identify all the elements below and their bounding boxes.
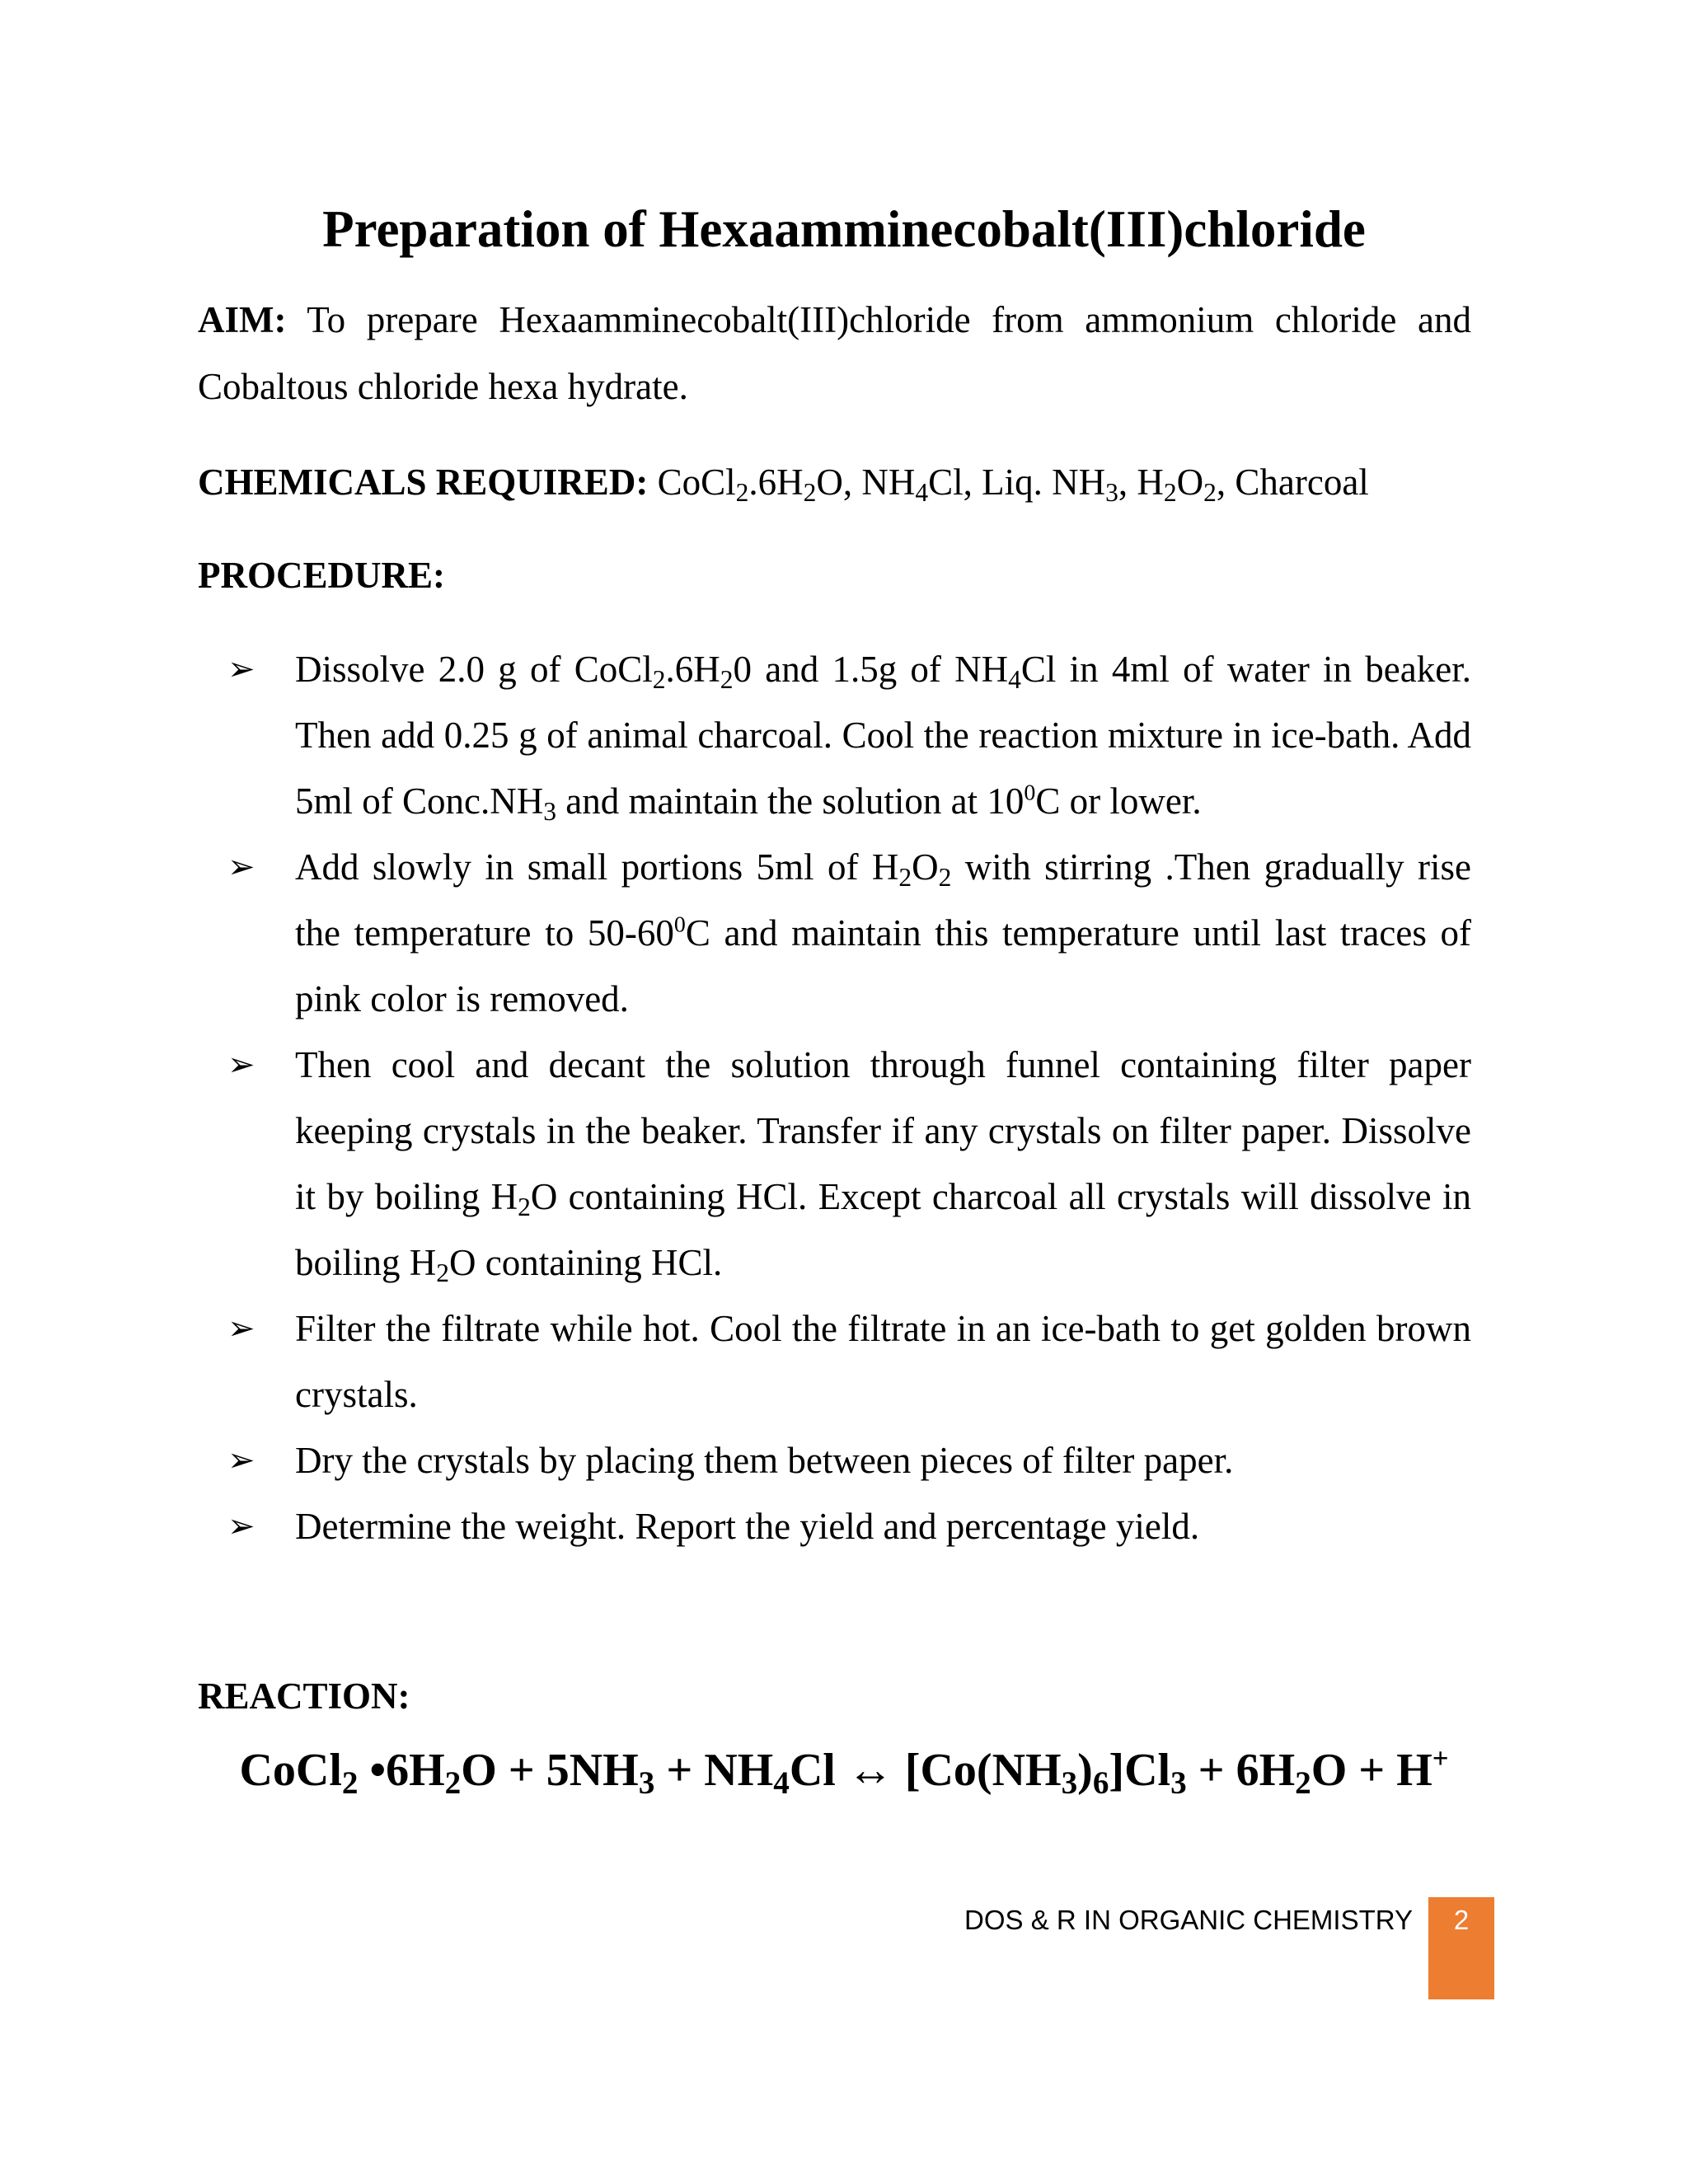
superscript: 0 xyxy=(673,912,686,938)
subscript: 3 xyxy=(543,796,556,826)
reaction-equation xyxy=(0,1737,1688,1803)
subscript: 3 xyxy=(1105,477,1118,507)
step-text: O xyxy=(912,846,939,888)
subscript: 6 xyxy=(1092,1765,1109,1801)
eq-text: ]Cl xyxy=(1109,1745,1171,1796)
subscript: 2 xyxy=(735,477,749,507)
subscript: 2 xyxy=(444,1765,462,1801)
subscript: 3 xyxy=(638,1765,655,1801)
arrow-bullet-icon: ➢ xyxy=(227,1507,256,1545)
eq-text: + NH xyxy=(654,1745,774,1796)
superscript: 0 xyxy=(1024,780,1036,806)
subscript: 4 xyxy=(915,477,929,507)
step-text: Determine the weight. Report the yield and percentage yield. xyxy=(295,1506,1200,1547)
arrow-bullet-icon: ➢ xyxy=(227,650,256,688)
chem-text: CoCl xyxy=(648,462,736,503)
subscript: 4 xyxy=(1008,664,1021,694)
arrow-bullet-icon: ➢ xyxy=(227,848,256,886)
eq-text: Cl ↔ [Co(NH xyxy=(789,1745,1062,1796)
step-text: O containing HCl. Except charcoal all crystals will dissolve in boiling H xyxy=(295,1176,1471,1283)
step-text: O containing HCl. xyxy=(449,1242,723,1283)
subscript: 2 xyxy=(938,862,952,892)
eq-text: ) xyxy=(1077,1745,1093,1796)
arrow-bullet-icon: ➢ xyxy=(227,1046,256,1084)
procedure-step-3 xyxy=(198,1032,1471,1296)
procedure-step-6 xyxy=(198,1493,1471,1559)
reaction-heading: REACTION: xyxy=(198,1675,410,1717)
chem-text: .6H xyxy=(748,462,804,503)
step-text: Dissolve 2.0 g of CoCl xyxy=(295,649,653,690)
step-text: .6H xyxy=(665,649,720,690)
subscript: 2 xyxy=(1203,477,1217,507)
superscript: + xyxy=(1432,1742,1449,1775)
procedure-step-1 xyxy=(198,636,1471,834)
eq-text: + 6H xyxy=(1186,1745,1296,1796)
subscript: 2 xyxy=(1295,1765,1311,1801)
eq-text: •6H xyxy=(358,1745,445,1796)
arrow-bullet-icon: ➢ xyxy=(227,1310,256,1347)
page-title: Preparation of Hexaamminecobalt(III)chloride xyxy=(322,200,1366,258)
step-text: with stirring .Then gradually rise the temperature to 50-60 xyxy=(295,846,1471,954)
subscript: 2 xyxy=(652,664,666,694)
chemicals-required xyxy=(198,449,1471,516)
step-text: Then cool and decant the solution through funnel containing filter paper keeping crystals in the beaker. Transfer if any crystals on filter paper. Dissolve it by boiling H xyxy=(295,1044,1471,1217)
subscript: 3 xyxy=(1170,1765,1187,1801)
procedure-step-2 xyxy=(198,834,1471,1032)
eq-text: O + H xyxy=(1311,1745,1432,1796)
chemicals-label: CHEMICALS REQUIRED: xyxy=(198,462,649,503)
chem-text: O, NH xyxy=(816,462,916,503)
step-text: C and maintain this temperature until last traces of pink color is removed. xyxy=(295,912,1471,1019)
subscript: 2 xyxy=(341,1765,359,1801)
subscript: 2 xyxy=(518,1192,531,1221)
eq-text: CoCl xyxy=(239,1745,342,1796)
subscript: 2 xyxy=(720,664,734,694)
procedure-step-4 xyxy=(198,1296,1471,1427)
procedure-step-5 xyxy=(198,1427,1471,1493)
chem-text: , Charcoal xyxy=(1216,462,1369,503)
aim-text: To prepare Hexaamminecobalt(III)chloride from ammonium chloride and Cobaltous chloride hexa hydrate. xyxy=(198,299,1471,407)
step-text: Cl in 4ml of water in beaker. Then add 0.25 g of animal charcoal. Cool the reaction mixture in ice-bath. Add 5ml of Conc.NH xyxy=(295,649,1471,822)
page-number: 2 xyxy=(1453,1905,1470,1935)
aim-paragraph xyxy=(198,287,1471,420)
chem-text: O xyxy=(1176,462,1204,503)
subscript: 2 xyxy=(436,1258,450,1287)
footer-department: DOS & R IN ORGANIC CHEMISTRY xyxy=(964,1905,1413,1935)
subscript: 2 xyxy=(1163,477,1177,507)
arrow-bullet-icon: ➢ xyxy=(227,1441,256,1479)
step-text: 0 and 1.5g of NH xyxy=(733,649,1009,690)
subscript: 3 xyxy=(1061,1765,1078,1801)
step-text: Add slowly in small portions 5ml of H xyxy=(295,846,899,888)
chem-text: , H xyxy=(1118,462,1164,503)
step-text: C or lower. xyxy=(1035,780,1202,822)
aim-label: AIM: xyxy=(198,299,287,340)
eq-text: O + 5NH xyxy=(461,1745,639,1796)
subscript: 4 xyxy=(773,1765,790,1801)
chem-text: Cl, Liq. NH xyxy=(928,462,1106,503)
step-text: and maintain the solution at 10 xyxy=(556,780,1025,822)
step-text: Dry the crystals by placing them between pieces of filter paper. xyxy=(295,1440,1234,1481)
procedure-heading: PROCEDURE: xyxy=(198,555,445,596)
procedure-steps xyxy=(198,636,1471,1559)
step-text: Filter the filtrate while hot. Cool the filtrate in an ice-bath to get golden brown crystals. xyxy=(295,1308,1471,1415)
subscript: 2 xyxy=(803,477,817,507)
subscript: 2 xyxy=(898,862,912,892)
page-number-badge xyxy=(1428,1897,1494,1999)
